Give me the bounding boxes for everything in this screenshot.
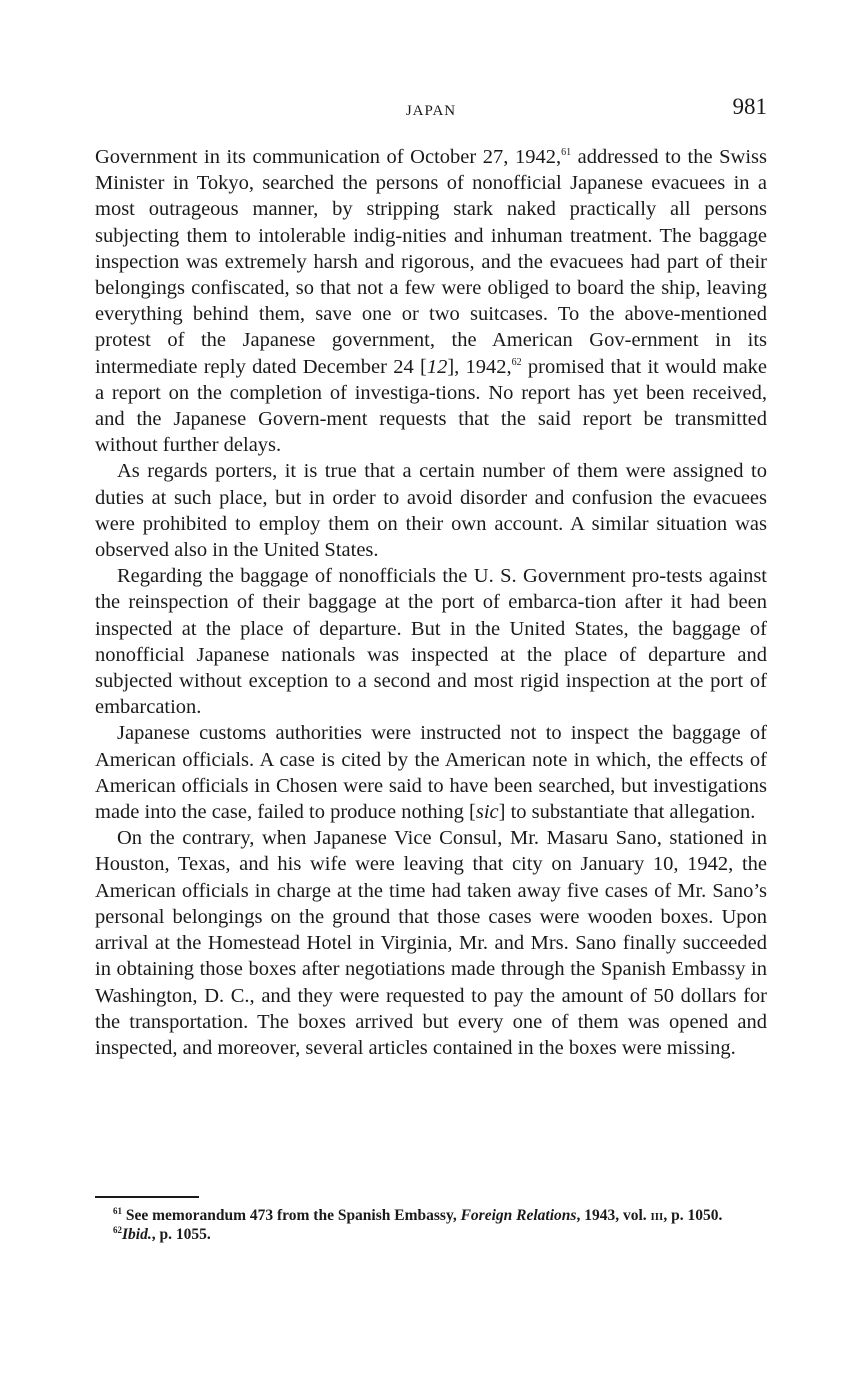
page-header bbox=[95, 94, 767, 128]
footnote-61-marker: 61 bbox=[113, 1206, 122, 1216]
body-text bbox=[95, 144, 767, 1061]
paragraph-4-italic: sic bbox=[475, 801, 499, 824]
paragraph-1-text-a: Government in its communication of October 27, 1942, bbox=[95, 146, 562, 168]
paragraph-3: Regarding the baggage of nonofficials the U. S. Government pro-tests against the reinspection of their baggage at the port of embarca-tion after it had been inspected at the place of departure. But in the United States, the baggage of nonofficial Japanese nationals was inspected at the place of departure and subjected without exception to a second and most rigid inspection at the port of embarcation. bbox=[95, 565, 767, 719]
footnote-61-text-a: See memorandum 473 from the Spanish Embassy, bbox=[122, 1207, 461, 1224]
paragraph-1-text-d: promised that it would make a report on the completion of investiga-tions. No report has yet been received, and the Japanese Govern-ment requests that the said report be transmitted without further delays. bbox=[95, 355, 768, 457]
footnote-62 bbox=[95, 1225, 767, 1244]
paragraph-4 bbox=[95, 720, 767, 825]
footnote-61 bbox=[95, 1206, 767, 1225]
paragraph-1-text-b: addressed to the Swiss Minister in Tokyo, searched the persons of nonofficial Japanese evacuees in a most outrageous manner, by stripping stark naked practically all persons subjecting them to intolerable indig-nities and inhuman treatment. The baggage inspection was extremely harsh and rigorous, and the evacuees had part of their belongings confiscated, so that not a few were obliged to board the ship, leaving everything behind them, save one or two suitcases. To the above-mentioned protest of the Japanese government, the American Gov-ernment in its intermediate reply dated December 24 [ bbox=[95, 146, 767, 378]
page-number: 981 bbox=[732, 94, 767, 119]
paragraph-5: On the contrary, when Japanese Vice Consul, Mr. Masaru Sano, stationed in Houston, Texas, and his wife were leaving that city on January 10, 1942, the American officials in charge at the time had taken away five cases of Mr. Sano’s personal belongings on the ground that those cases were wooden boxes. Upon arrival at the Homestead Hotel in Virginia, Mr. and Mrs. Sano finally succeeded in obtaining those boxes after negotiations made through the Spanish Embassy in Washington, D. C., and they were requested to pay the amount of 50 dollars for the transportation. The boxes arrived but every one of them was opened and inspected, and moreover, several articles contained in the boxes were missing. bbox=[95, 827, 767, 1059]
footnote-ref-62: 62 bbox=[511, 356, 522, 368]
paragraph-4-text-a: Japanese customs authorities were instructed not to inspect the baggage of American officials. A case is cited by the American note in which, the effects of American officials in Chosen were said to have been searched, but investigations made into the case, failed to produce nothing [ bbox=[95, 722, 767, 824]
paragraph-1-italic: 12 bbox=[426, 355, 448, 378]
footnote-62-text-b: , p. 1055. bbox=[151, 1226, 211, 1243]
footnote-61-text-b: , 1943, vol. bbox=[576, 1207, 651, 1224]
footnote-divider bbox=[95, 1196, 199, 1198]
paragraph-2: As regards porters, it is true that a certain number of them were assigned to duties at such place, but in order to avoid disorder and confusion the evacuees were prohibited to employ them on their own account. A similar situation was observed also in the United States. bbox=[95, 460, 767, 562]
footnote-61-italic: Foreign Relations bbox=[460, 1207, 577, 1224]
paragraph-1 bbox=[95, 144, 767, 458]
footnote-62-italic: Ibid. bbox=[122, 1226, 152, 1243]
paragraph-4-text-b: ] to substantiate that allegation. bbox=[498, 801, 756, 824]
footnote-61-text-c: , p. 1050. bbox=[663, 1207, 723, 1224]
running-title: JAPAN bbox=[405, 103, 457, 119]
footnote-61-volume: iii bbox=[650, 1207, 664, 1224]
footnotes bbox=[95, 1206, 767, 1244]
footnote-62-marker: 62 bbox=[113, 1225, 122, 1235]
paragraph-1-text-c: ], 1942, bbox=[447, 355, 512, 378]
footnote-ref-61: 61 bbox=[561, 147, 572, 158]
